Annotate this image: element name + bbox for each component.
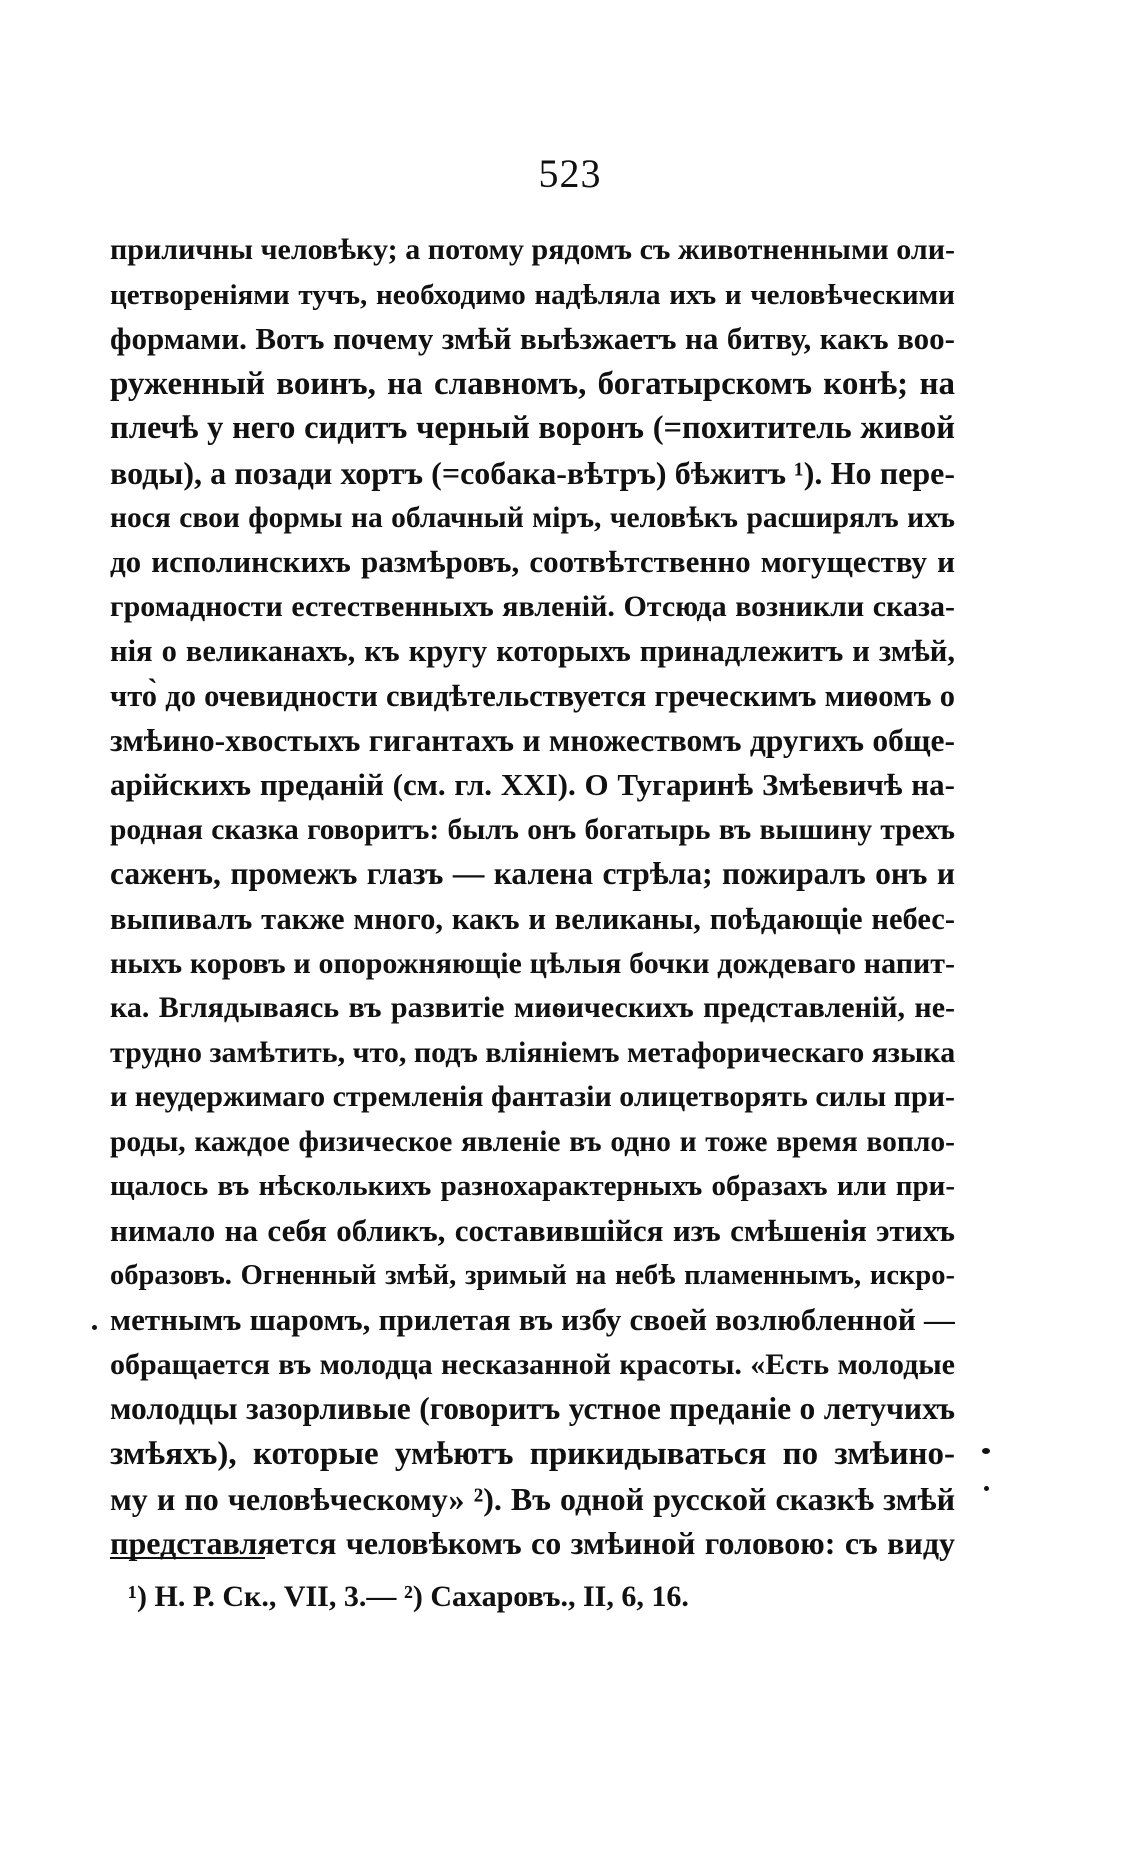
text-line: обращается въ молодца несказанной красоты. «Есть молодые <box>110 1347 955 1381</box>
text-line: нимало на себя обликъ, составившійся изъ смѣшенія этихъ <box>110 1213 955 1249</box>
text-line: саженъ, промежъ глазъ — калена стрѣла; пожиралъ онъ и <box>110 856 955 892</box>
text-line: формами. Вотъ почему змѣй выѣзжаетъ на битву, какъ воо- <box>110 321 955 357</box>
text-line: и неудержимаго стремленія фантазіи олицетворять силы при- <box>110 1080 955 1114</box>
text-line: громадности естественныхъ явленій. Отсюда возникли сказа- <box>110 589 955 623</box>
body-text <box>110 228 955 1566</box>
text-line: цетвореніями тучъ, необходимо надѣляла ихъ и человѣческими <box>110 278 955 311</box>
text-line: роды, каждое физическое явленіе въ одно и тоже время вопло- <box>110 1125 955 1158</box>
footnote-separator <box>110 1557 265 1559</box>
margin-mark <box>92 1325 97 1330</box>
text-line: выпивалъ также много, какъ и великаны, поѣдающіе небес- <box>110 901 955 936</box>
text-line: ка. Вглядываясь въ развитіе миѳическихъ представленій, не- <box>110 991 955 1025</box>
text-line: молодцы зазорливые (говоритъ устное преданіе о летучихъ <box>110 1391 955 1427</box>
text-line: арійскихъ преданій (см. гл. XXI). О Тугаринѣ Змѣевичѣ на- <box>110 767 955 803</box>
text-line: до исполинскихъ размѣровъ, соотвѣтственно могуществу и <box>110 544 955 580</box>
margin-mark <box>982 1448 990 1454</box>
text-line: что̀ до очевидности свидѣтельствуется греческимъ миѳомъ о <box>110 678 955 713</box>
text-line: руженный воинъ, на славномъ, богатырскомъ конѣ; на <box>110 365 955 402</box>
text-line: образовъ. Огненный змѣй, зримый на небѣ пламеннымъ, искро- <box>110 1259 955 1291</box>
text-line: метнымъ шаромъ, прилетая въ избу своей возлюбленной — <box>110 1302 955 1338</box>
text-line: плечѣ у него сидитъ черный воронъ (=похититель живой <box>110 410 955 447</box>
text-line: трудно замѣтить, что, подъ вліяніемъ метафорическаго языка <box>110 1035 955 1069</box>
text-line: ныхъ коровъ и опорожняющіе цѣлыя бочки дождеваго напит- <box>110 946 955 980</box>
text-line: змѣино-хвостыхъ гигантахъ и множествомъ другихъ обще- <box>110 722 955 758</box>
text-line: змѣяхъ), которые умѣютъ прикидываться по змѣино- <box>110 1436 955 1473</box>
text-line: воды), а позади хортъ (=собака-вѣтръ) бѣжитъ ¹). Но пере- <box>110 454 955 491</box>
margin-mark <box>984 1486 989 1491</box>
footnote: ¹) Н. Р. Ск., VII, 3.— ²) Сахаровъ., II, 6, 16. <box>128 1580 689 1613</box>
text-line: му и по человѣческому» ²). Въ одной русской сказкѣ змѣй <box>110 1480 955 1517</box>
text-line: представляется человѣкомъ со змѣиной головою: съ виду <box>110 1525 955 1562</box>
text-line: приличны человѣку; а потому рядомъ съ животненными оли- <box>110 233 955 266</box>
text-line: нія о великанахъ, къ кругу которыхъ принадлежитъ и змѣй, <box>110 634 955 669</box>
text-line: нося свои формы на облачный міръ, человѣкъ расширялъ ихъ <box>110 501 955 534</box>
text-line: щалось въ нѣсколькихъ разнохарактерныхъ образахъ или при- <box>110 1170 955 1203</box>
text-line: родная сказка говоритъ: былъ онъ богатырь въ вышину трехъ <box>110 813 955 846</box>
page-number: 523 <box>538 151 602 196</box>
